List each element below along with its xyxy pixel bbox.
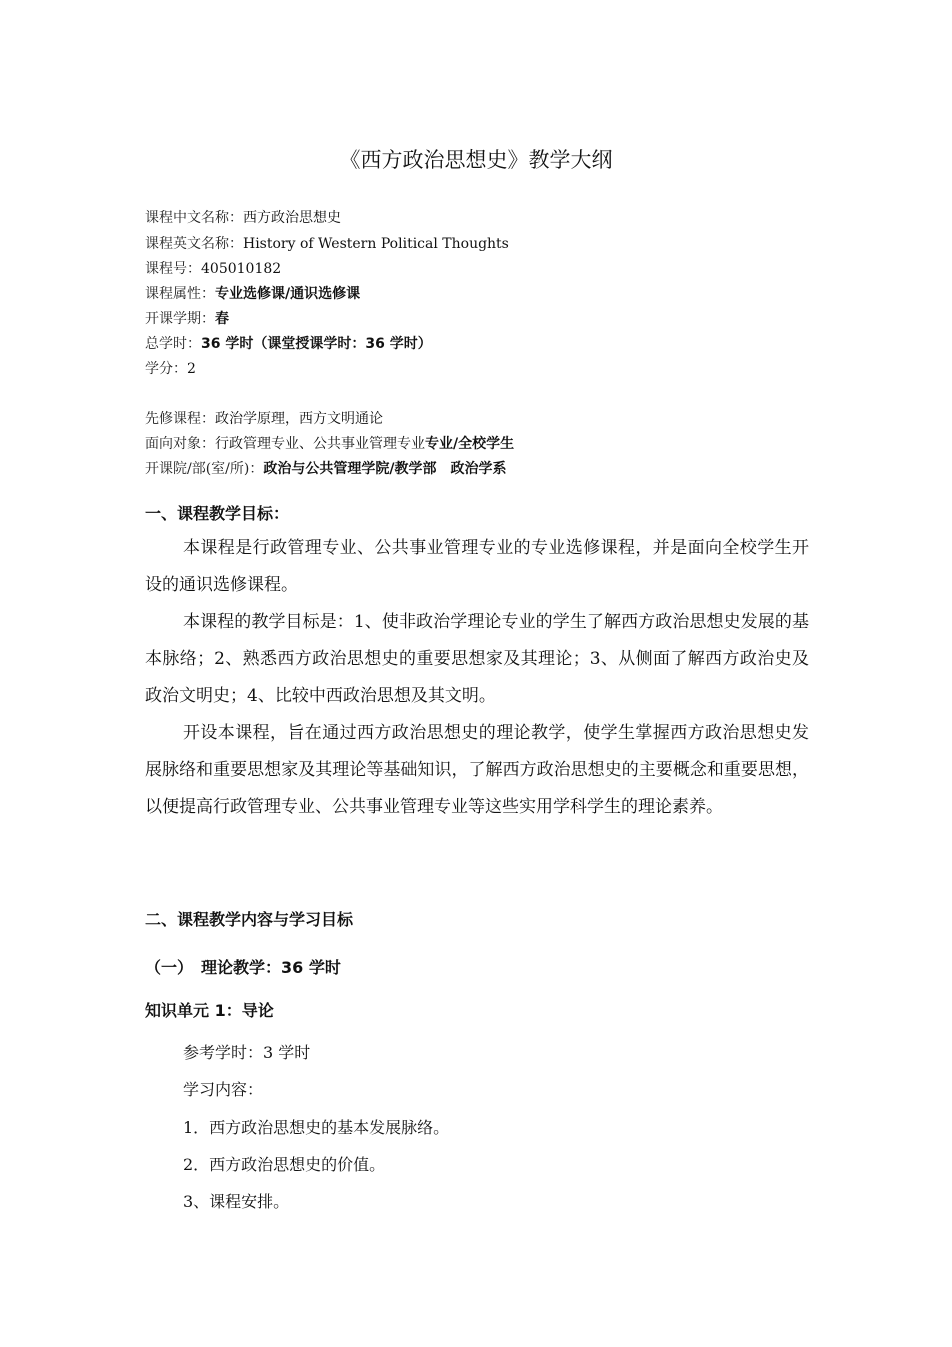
meta-en-name	[145, 235, 509, 253]
section1-paragraph-1: 本课程是行政管理专业、公共事业管理专业的专业选修课程，并是面向全校学生开设的通识选修课程。	[145, 538, 809, 595]
content-item-2: 2．西方政治思想史的价值。	[183, 1155, 386, 1174]
meta-label: 开课学期：	[145, 311, 215, 327]
meta-label: 开课院/部(室/所)：	[145, 461, 264, 477]
meta-label: 总学时：	[145, 336, 201, 352]
meta-label: 课程号：	[145, 261, 201, 277]
meta-value: History of Western Political Thoughts	[243, 236, 509, 252]
content-item-3: 3、课程安排。	[183, 1192, 290, 1211]
meta-credit	[145, 360, 196, 378]
meta-value: 政治与公共管理学院/教学部 政治学系	[263, 461, 507, 477]
meta-attribute	[145, 285, 360, 303]
content-item-1: 1．西方政治思想史的基本发展脉络。	[183, 1118, 450, 1137]
section1-heading: 一、课程教学目标：	[145, 504, 290, 523]
section2-subheading: （一） 理论教学：36 学时	[145, 958, 341, 977]
reference-hours: 参考学时：3 学时	[183, 1043, 311, 1062]
content-label: 学习内容：	[183, 1080, 264, 1099]
meta-code	[145, 260, 281, 278]
meta-label: 面向对象：	[145, 436, 215, 452]
meta-cn-name	[145, 209, 341, 227]
section1-paragraph-3: 开设本课程，旨在通过西方政治思想史的理论教学，使学生掌握西方政治思想史发展脉络和重要思想家及其理论等基础知识，了解西方政治思想史的主要概念和重要思想，以便提高行政管理专业、公共事业管理专业等这些实用学科学生的理论素养。	[145, 723, 809, 817]
meta-label: 课程中文名称：	[145, 210, 243, 226]
meta-value: 政治学原理，西方文明通论	[215, 411, 383, 427]
meta-value: 西方政治思想史	[243, 210, 341, 226]
section2-heading: 二、课程教学内容与学习目标	[145, 910, 354, 929]
meta-hours	[145, 335, 432, 353]
meta-prereq	[145, 410, 383, 428]
meta-value: 36 学时（课堂授课学时：36 学时）	[201, 336, 432, 352]
document-title: 《西方政治思想史》教学大纲	[339, 148, 613, 172]
meta-value-bold: 专业/全校学生	[425, 436, 515, 452]
knowledge-unit-title: 知识单元 1：导论	[145, 1001, 274, 1020]
meta-dept	[145, 460, 506, 478]
section1-paragraph-2: 本课程的教学目标是：1、使非政治学理论专业的学生了解西方政治思想史发展的基本脉络；2、熟悉西方政治思想史的重要思想家及其理论；3、从侧面了解西方政治史及政治文明史；4、比较中西政治思想及其文明。	[145, 612, 809, 706]
meta-value: 行政管理专业、公共事业管理专业	[215, 436, 425, 452]
meta-label: 课程属性：	[145, 286, 215, 302]
meta-value: 2	[187, 361, 196, 377]
meta-target	[145, 435, 514, 453]
meta-label: 学分：	[145, 361, 187, 377]
meta-value: 405010182	[201, 261, 282, 277]
meta-label: 课程英文名称：	[145, 236, 243, 252]
meta-value: 专业选修课/通识选修课	[215, 286, 361, 302]
meta-label: 先修课程：	[145, 411, 215, 427]
meta-term	[145, 310, 229, 328]
meta-value: 春	[215, 311, 229, 327]
